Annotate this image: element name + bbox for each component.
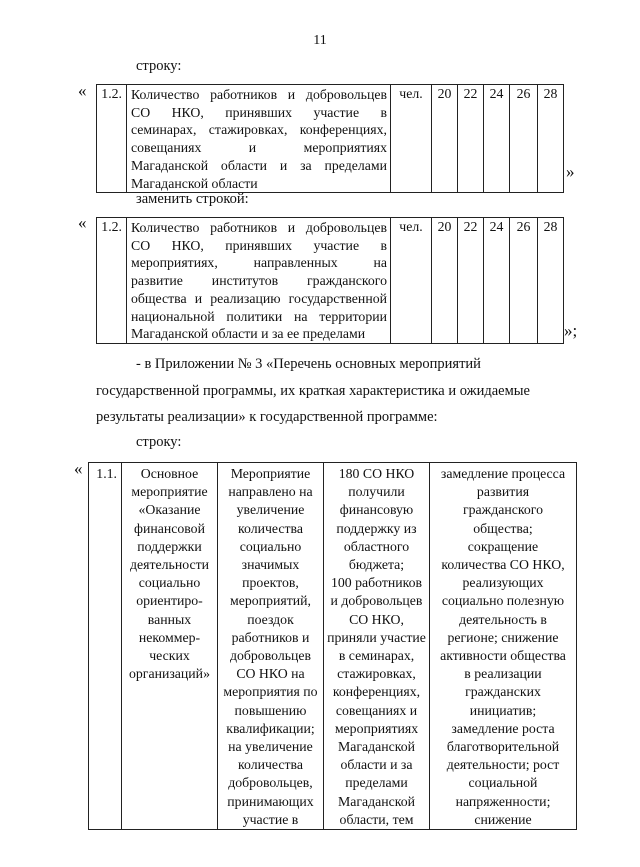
- expected-results-cell: 180 СО НКО получили финансовую поддержку из областного бюджета; 100 работников и добровольцев СО НКО, приняли участие в семинарах, стажировках, конференциях, совещаниях и мероприятиях Магаданской области и за пределами Магаданской области, тем: [324, 463, 430, 830]
- table-row: [97, 218, 564, 344]
- open-quote-1: «: [78, 81, 87, 100]
- open-quote-2: «: [78, 213, 87, 232]
- label-stroku-2: строку:: [136, 434, 182, 450]
- label-stroku-1: строку:: [136, 58, 182, 74]
- close-quote-1: »: [566, 162, 575, 181]
- table-row: [97, 85, 564, 193]
- unit-cell: чел.: [391, 218, 432, 344]
- value-cell: 24: [484, 218, 510, 344]
- table-main-activity: [88, 462, 577, 830]
- value-cell: 28: [538, 218, 564, 344]
- value-cell: 22: [458, 85, 484, 193]
- value-cell: 26: [510, 218, 538, 344]
- indicator-text: Количество работников и добровольцев СО НКО, принявших участие в мероприятиях, направленных на развитие институтов гражданского общества и реализацию государственной национальной политики на территории Магаданской области и за ее пределами: [127, 218, 391, 344]
- label-zamenit: заменить строкой:: [136, 191, 249, 207]
- consequences-cell: замедление процесса развития гражданского общества; сокращение количества СО НКО, реализующих социально полезную деятельность в регионе; снижение активности общества в реализации гражданских инициатив; замедление роста благотворительной деятельности; рост социальной напряженности; снижение: [430, 463, 577, 830]
- table-old-row: [96, 84, 564, 193]
- close-quote-semicolon: »;: [564, 321, 578, 340]
- value-cell: 24: [484, 85, 510, 193]
- indicator-text: Количество работников и добровольцев СО НКО, принявших участие в семинарах, стажировках, конференциях, совещаниях и мероприятиях Магаданской области и за пределами Магаданской области: [127, 85, 391, 193]
- row-number: 1.2.: [97, 218, 127, 344]
- paragraph-line-3: результаты реализации» к государственной программе:: [96, 409, 438, 425]
- paragraph-line-1: - в Приложении № 3 «Перечень основных мероприятий: [136, 356, 481, 372]
- value-cell: 28: [538, 85, 564, 193]
- page-number: 11: [313, 33, 327, 48]
- value-cell: 20: [432, 85, 458, 193]
- row-number: 1.1.: [89, 463, 122, 830]
- table-new-row: [96, 217, 564, 344]
- value-cell: 26: [510, 85, 538, 193]
- paragraph-line-2: государственной программы, их краткая характеристика и ожидаемые: [96, 383, 530, 399]
- value-cell: 22: [458, 218, 484, 344]
- table-row: [89, 463, 577, 830]
- open-quote-3: «: [74, 459, 83, 478]
- value-cell: 20: [432, 218, 458, 344]
- row-number: 1.2.: [97, 85, 127, 193]
- activity-description-cell: Мероприятие направлено на увеличение количества социально значимых проектов, мероприятий, поездок работников и добровольцев СО НКО на мероприятия по повышению квалификации; на увеличение количества добровольцев, принимающих участие в: [218, 463, 324, 830]
- activity-name-cell: Основное мероприятие «Оказание финансовой поддержки деятельности социально ориентиро- ванных некоммер- ческих организаций»: [122, 463, 218, 830]
- unit-cell: чел.: [391, 85, 432, 193]
